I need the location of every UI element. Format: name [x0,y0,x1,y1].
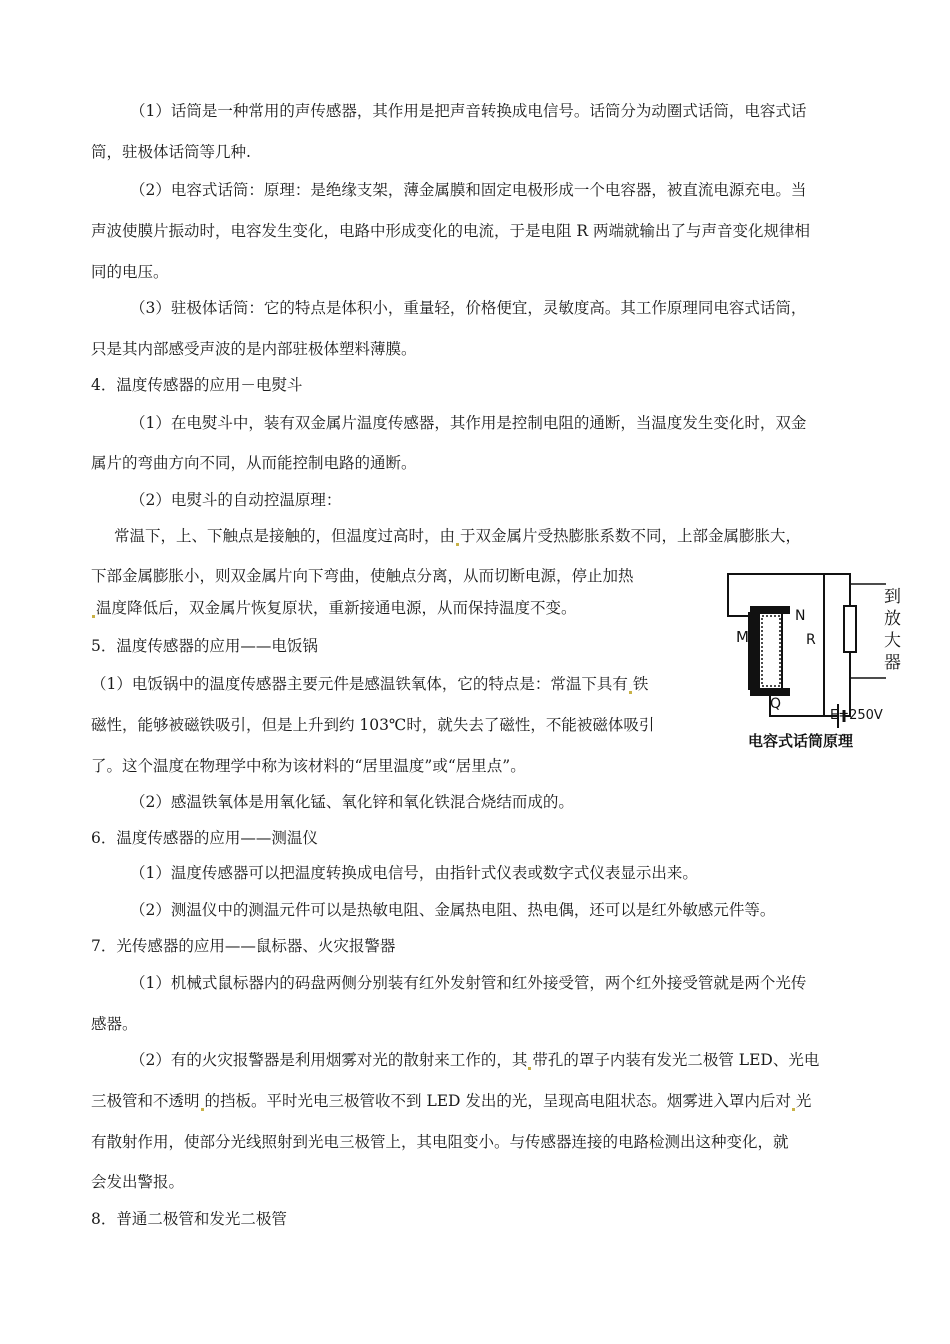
paragraph-line: （1）温度传感器可以把温度转换成电信号，由指针式仪表或数字式仪表显示出来。 [130,864,698,882]
text-segment: 的挡板。平时光电三极管收不到 LED 发出的光，呈现高电阻状态。烟雾进入罩内后对 [204,1092,791,1110]
bottom-plate [750,688,790,696]
paragraph-line: 下部金属膨胀小，则双金属片向下弯曲，使触点分离，从而切断电源，停止加热 [91,567,634,585]
amplifier-label [884,586,901,674]
text-segment: 三极管和不透明 [91,1092,200,1110]
paragraph-line: （1）话筒是一种常用的声传感器，其作用是把声音转换成电信号。话筒分为动圈式话筒，电容式话 [130,102,807,120]
paragraph-line: （2）感温铁氧体是用氧化锰、氧化锌和氧化铁混合烧结而成的。 [130,793,574,811]
paragraph-line: 声波使膜片振动时，电容发生变化，电路中形成变化的电流，于是电阻 R 两端就输出了与声音变化规律相 [91,222,811,240]
paragraph-line [130,1050,819,1070]
paragraph-line: 了。这个温度在物理学中称为该材料的“居里温度”或“居里点”。 [91,757,526,775]
paragraph-line: （1）机械式鼠标器内的码盘两侧分别装有红外发射管和红外接受管，两个红外接受管就是两个光传 [130,974,807,992]
paragraph-line: 感器。 [91,1015,138,1033]
label-r: R [806,632,816,648]
text-segment: （1）电饭锅中的温度传感器主要元件是感温铁氧体，它的特点是：常温下具有 [91,675,628,693]
paragraph-line: （2）电容式话筒：原理：是绝缘支架，薄金属膜和固定电极形成一个电容器，被直流电源充电。当 [130,181,807,199]
circuit-wire [824,574,850,606]
paragraph-line: 筒，驻极体话筒等几种. [91,143,251,161]
insulating-support [762,616,780,686]
text-segment: 于双金属片受热膨胀系数不同，上部金属膨胀大， [460,527,802,545]
stray-mark [792,1108,795,1111]
text-segment: 常温下，上、下触点是接触的，但温度过高时，由 [114,527,456,545]
paragraph-line: 磁性，能够被磁铁吸引，但是上升到约 103℃时，就失去了磁性，不能被磁体吸引 [91,716,655,734]
stray-mark [528,1067,531,1070]
paragraph-line: （2）电熨斗的自动控温原理： [130,491,342,509]
stray-mark [629,691,632,694]
paragraph-line [91,1091,811,1111]
label-m: M [736,628,749,646]
label-n: N [795,608,806,624]
paragraph-line: 同的电压。 [91,263,169,281]
paragraph-line: （2）测温仪中的测温元件可以是热敏电阻、金属热电阻、热电偶，还可以是红外敏感元件等。 [130,901,776,919]
paragraph-line: （3）驻极体话筒：它的特点是体积小，重量轻，价格便宜，灵敏度高。其工作原理同电容式话筒， [130,299,807,317]
amplifier-char: 器 [884,653,901,673]
stray-mark [456,543,459,546]
section-heading: 4．温度传感器的应用－电熨斗 [91,376,303,394]
text-segment: （2）有的火灾报警器是利用烟雾对光的散射来工作的，其 [130,1051,528,1069]
voltage-label: E=250V [830,708,883,723]
paragraph-line: （1）在电熨斗中，装有双金属片温度传感器，其作用是控制电阻的通断，当温度发生变化时，双金 [130,414,807,432]
amplifier-char: 放 [884,609,901,629]
paragraph-line: 有散射作用，使部分光线照射到光电三极管上，其电阻变小。与传感器连接的电路检测出这种变化，就 [91,1133,789,1151]
stray-mark [92,615,95,618]
paragraph-line: 属片的弯曲方向不同，从而能控制电路的通断。 [91,454,417,472]
capacitor-microphone-diagram [726,566,916,756]
section-heading: 6．温度传感器的应用——测温仪 [91,829,318,847]
section-heading: 8．普通二极管和发光二极管 [91,1210,287,1228]
text-segment: 铁 [632,675,649,693]
text-segment: 温度降低后，双金属片恢复原状，重新接通电源，从而保持温度不变。 [96,599,577,617]
figure-caption: 电容式话筒原理 [748,732,854,750]
text-segment: 光 [795,1092,812,1110]
label-q: Q [770,696,782,712]
section-heading: 7．光传感器的应用——鼠标器、火灾报警器 [91,937,396,955]
amplifier-char: 到 [884,587,901,607]
stray-mark [201,1108,204,1111]
section-heading: 5．温度传感器的应用——电饭锅 [91,637,318,655]
paragraph-line [114,526,801,546]
paragraph-line: 只是其内部感受声波的是内部驻极体塑料薄膜。 [91,340,417,358]
amplifier-char: 大 [884,631,901,651]
paragraph-line [91,674,648,694]
fixed-electrode [748,612,760,690]
text-segment: 带孔的罩子内装有发光二极管 LED、光电 [532,1051,820,1069]
resistor [844,606,856,652]
paragraph-line: 会发出警报。 [91,1173,185,1191]
paragraph-line [91,598,577,618]
